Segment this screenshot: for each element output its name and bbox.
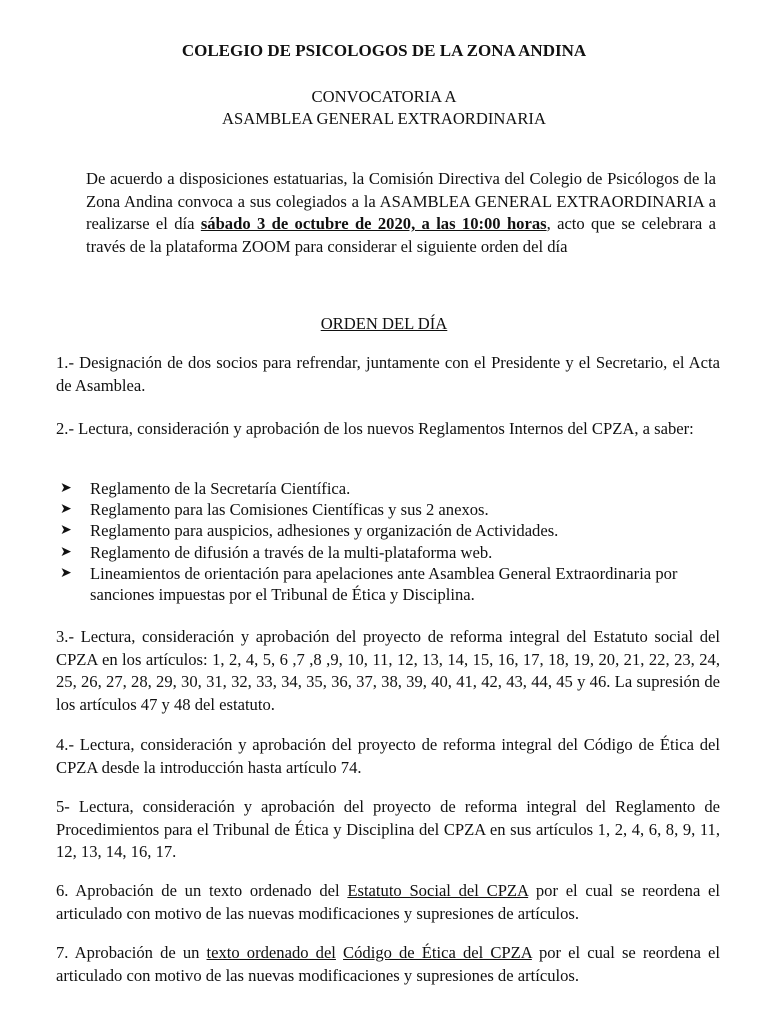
meeting-date: sábado 3 de octubre de 2020, a las 10:00 horas [200,214,547,233]
list-item-text: Reglamento para auspicios, adhesiones y organización de Actividades. [90,521,559,541]
convocatoria-line1: CONVOCATORIA A [311,87,457,106]
list-item [60,499,720,520]
arrow-bullet-icon: ➤ [60,502,72,518]
agenda-item-4: 4.- Lectura, consideración y aprobación del proyecto de reforma integral del Código de Ética del CPZA desde la introducción hasta artículo 74. [56,735,720,777]
agenda-item-3: 3.- Lectura, consideración y aprobación del proyecto de reforma integral del Estatuto social del CPZA en los artículos: 1, 2, 4, 5, 6 ,7 ,8 ,9, 10, 11, 12, 13, 14, 15, 16, 17, 18, 19, 20, 21, 22, 23, 24, 25, 26, 27, 28, 29, 30, 31, 32, 33, 34, 35, 36, 37, 38, 39, 40, 41, 42, 43, 44, 45 y 46. La supresión de los artículos 47 y 48 del estatuto. [56,627,720,714]
list-item-text: Reglamento de difusión a través de la multi-plataforma web. [90,542,493,562]
arrow-bullet-icon: ➤ [60,565,72,581]
item6-text-1: 6. Aprobación de un texto ordenado del [56,881,348,900]
convocatoria-heading [0,86,768,130]
estatuto-link: Estatuto Social del CPZA [347,881,529,900]
texto-ordenado-link: texto ordenado del [206,943,336,962]
agenda-item-6 [56,880,720,925]
list-item [60,563,720,605]
list-item-text: Reglamento de la Secretaría Científica. [90,479,351,498]
list-item [60,478,720,499]
codigo-etica-link: Código de Ética del CPZA [343,943,532,962]
orden-del-dia-heading: ORDEN DEL DÍA [320,314,448,333]
convocatoria-line2: ASAMBLEA GENERAL EXTRAORDINARIA [222,109,546,128]
agenda-item-1: 1.- Designación de dos socios para refrendar, juntamente con el Presidente y el Secretario, el Acta de Asamblea. [56,353,720,395]
reglamentos-list [60,478,720,605]
list-item [60,542,720,563]
item6-text-2: por el cual se reordena el articulado con motivo de las nuevas modificaciones y supresiones de artículos. [56,881,721,923]
arrow-bullet-icon: ➤ [60,523,72,539]
list-item [60,520,720,541]
intro-paragraph [86,168,716,258]
institution-title: COLEGIO DE PSICOLOGOS DE LA ZONA ANDINA [181,41,587,60]
item7-text-2: por el cual se reordena el articulado con motivo de las nuevas modificaciones y supresiones de artículos. [56,943,721,985]
arrow-bullet-icon: ➤ [60,544,72,560]
list-item-text: Reglamento para las Comisiones Científicas y sus 2 anexos. [90,500,489,520]
agenda-item-2: 2.- Lectura, consideración y aprobación de los nuevos Reglamentos Internos del CPZA, a saber: [56,419,694,438]
list-item-text: Lineamientos de orientación para apelaciones ante Asamblea General Extraordinaria por sanciones impuestas por el Tribunal de Ética y Disciplina. [90,563,678,605]
item7-space [336,943,343,962]
item7-text-1: 7. Aprobación de un [56,943,207,962]
arrow-bullet-icon: ➤ [60,481,72,496]
intro-text-2: , acto que se celebrara a través de la plataforma ZOOM para considerar el siguiente orden del día [86,214,716,256]
agenda-item-5: 5- Lectura, consideración y aprobación del proyecto de reforma integral del Reglamento de Procedimientos para el Tribunal de Ética y Disciplina del CPZA en sus artículos 1, 2, 4, 6, 8, 9, 11, 12, 13, 14, 16, 17. [56,797,720,861]
intro-text-1: De acuerdo a disposiciones estatuarias, la Comisión Directiva del Colegio de Psicólogos de la Zona Andina convoca a sus colegiados a la ASAMBLEA GENERAL EXTRAORDINARIA a realizarse el día [86,169,716,233]
agenda-item-7 [56,942,720,987]
